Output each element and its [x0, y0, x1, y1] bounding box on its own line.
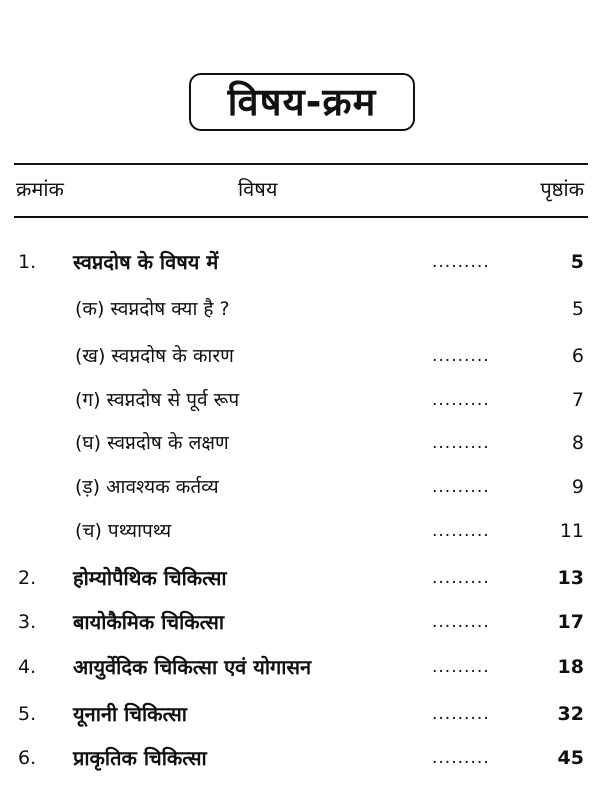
entry-title: होम्योपैथिक चिकित्सा: [73, 566, 227, 590]
entry-page: 9: [571, 476, 584, 498]
entry-leader: .........: [432, 704, 490, 724]
entry-number: 6.: [18, 747, 37, 769]
entry-page: 18: [557, 656, 584, 678]
entry-title: बायोकैमिक चिकित्सा: [73, 610, 225, 634]
entry-title: (ख) स्वप्नदोष के कारण: [75, 345, 234, 367]
toc-subentry: [0, 470, 600, 504]
entry-title: (च) पथ्यापथ्य: [75, 520, 172, 542]
toc-entry: [0, 605, 600, 639]
toc-subentry: [0, 426, 600, 460]
toc-subentry: [0, 339, 600, 373]
entry-title: (क) स्वप्नदोष क्या है ?: [75, 298, 230, 320]
entry-title: यूनानी चिकित्सा: [73, 702, 187, 726]
entry-page: 32: [557, 703, 584, 725]
header-top-rule: [14, 163, 588, 165]
entry-page: 45: [557, 747, 584, 769]
entry-number: 1.: [18, 251, 37, 273]
entry-page: 5: [571, 298, 584, 320]
toc-subentry: [0, 383, 600, 417]
toc-entry: [0, 741, 600, 775]
entry-number: 3.: [18, 611, 37, 633]
entry-page: 7: [571, 389, 584, 411]
header-bottom-rule: [14, 216, 588, 218]
header-subject: विषय: [238, 177, 278, 201]
toc-entry: [0, 697, 600, 731]
title-box: [189, 73, 415, 131]
header-page: पृष्ठांक: [540, 177, 584, 201]
toc-entry: [0, 245, 600, 279]
entry-title: प्राकृतिक चिकित्सा: [73, 746, 207, 770]
entry-title: (ग) स्वप्नदोष से पूर्व रूप: [75, 389, 240, 411]
entry-number: 4.: [18, 656, 37, 678]
entry-leader: .........: [432, 252, 490, 272]
entry-page: 11: [559, 520, 584, 542]
entry-page: 6: [571, 345, 584, 367]
toc-subentry: [0, 514, 600, 548]
header-serial: क्रमांक: [16, 177, 64, 201]
entry-title: स्वप्नदोष के विषय में: [73, 250, 219, 274]
entry-number: 2.: [18, 567, 37, 589]
entry-leader: .........: [432, 390, 490, 410]
entry-page: 13: [557, 567, 584, 589]
entry-title: (घ) स्वप्नदोष के लक्षण: [75, 432, 229, 454]
toc-entry: [0, 561, 600, 595]
page-title: विषय-क्रम: [227, 80, 377, 124]
entry-title: आयुर्वेदिक चिकित्सा एवं योगासन: [73, 655, 312, 679]
entry-number: 5.: [18, 703, 37, 725]
entry-leader: .........: [432, 748, 490, 768]
entry-title: (ड़) आवश्यक कर्तव्य: [75, 476, 219, 498]
entry-leader: .........: [432, 433, 490, 453]
toc-subentry: [0, 292, 600, 326]
entry-leader: .........: [432, 657, 490, 677]
entry-leader: .........: [432, 612, 490, 632]
entry-page: 5: [570, 251, 584, 273]
entry-leader: .........: [432, 346, 490, 366]
toc-entry: [0, 650, 600, 684]
entry-leader: .........: [432, 521, 490, 541]
entry-leader: .........: [432, 477, 490, 497]
entry-leader: .........: [432, 568, 490, 588]
entry-page: 8: [571, 432, 584, 454]
entry-page: 17: [557, 611, 584, 633]
